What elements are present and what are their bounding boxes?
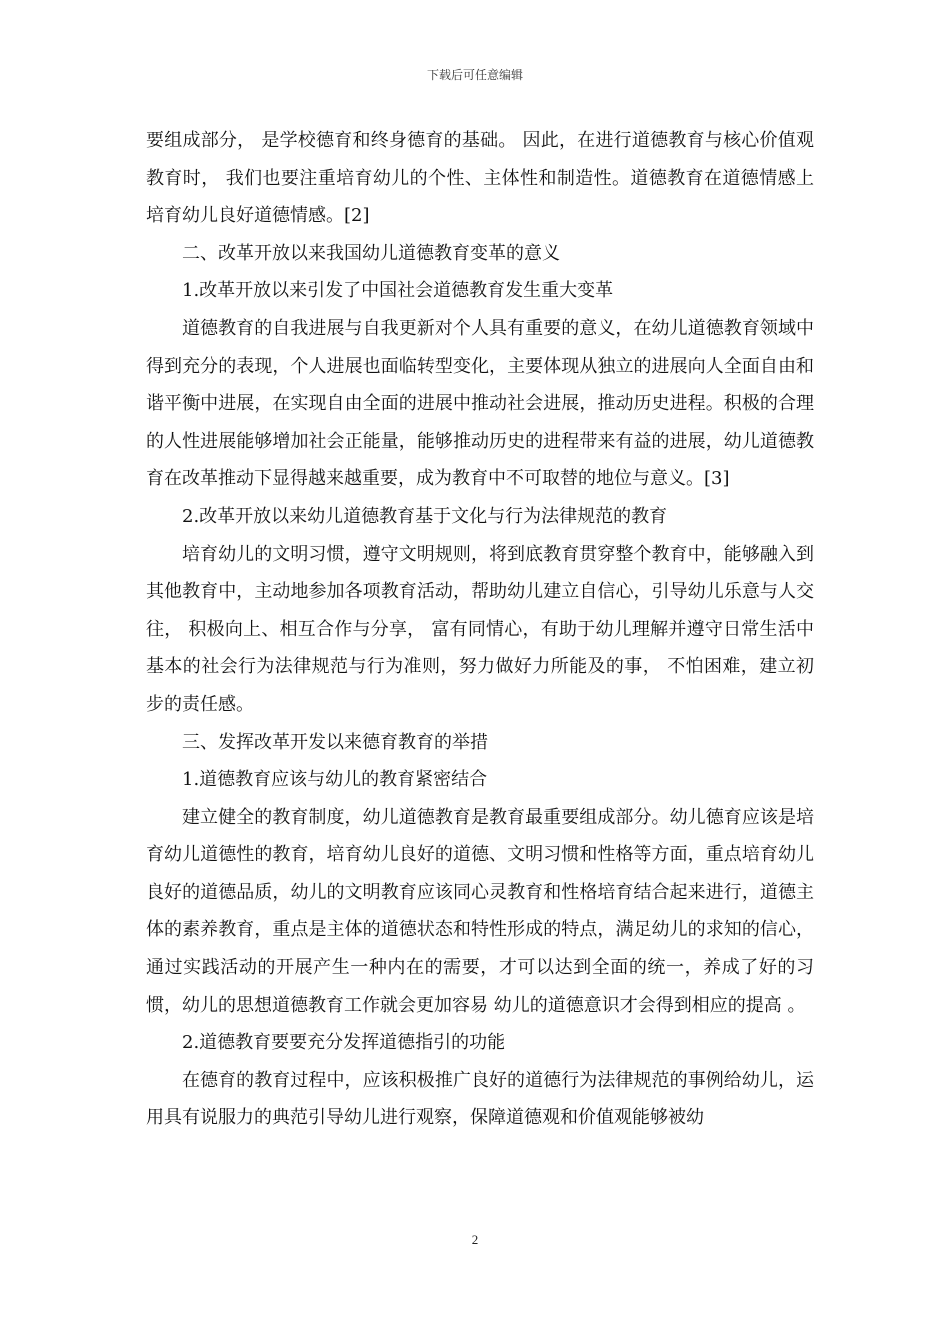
- section-heading: 二、改革开放以来我国幼儿道德教育变革的意义: [182, 242, 560, 264]
- paragraph: 要组成部分， 是学校德育和终身德育的基础。 因此，在进行道德教育与核心价值观教育时， 我们也要注重培育幼儿的个性、主体性和制造性。道德教育在道德情感上培育幼儿良好道德情感。[2]: [146, 130, 814, 227]
- section-heading: 三、发挥改革开发以来德育教育的举措: [182, 731, 488, 753]
- paragraph: 培育幼儿的文明习惯，遵守文明规则，将到底教育贯穿整个教育中，能够融入到其他教育中，主动地参加各项教育活动，帮助幼儿建立自信心，引导幼儿乐意与人交往， 积极向上、相互合作与分享， 富有同情心，有助于幼儿理解并遵守日常生活中基本的社会行为法律规范与行为准则，努力做好力所能及的事， 不怕困难，建立初步的责任感。: [146, 543, 814, 715]
- subsection-heading: 2.改革开放以来幼儿道德教育基于文化与行为法律规范的教育: [182, 505, 668, 527]
- paragraph: 道德教育的自我进展与自我更新对个人具有重要的意义，在幼儿道德教育领域中得到充分的表现，个人进展也面临转型变化，主要体现从独立的进展向人全面自由和谐平衡中进展，在实现自由全面的进展中推动社会进展，推动历史进程。积极的合理的人性进展能够增加社会正能量，能够推动历史的进程带来有益的进展，幼儿道德教育在改革推动下显得越来越重要，成为教育中不可取替的地位与意义。[3]: [146, 317, 814, 490]
- subsection-heading: 2.道德教育要要充分发挥道德指引的功能: [182, 1032, 506, 1054]
- paragraph: 建立健全的教育制度，幼儿道德教育是教育最重要组成部分。幼儿德育应该是培育幼儿道德性的教育，培育幼儿良好的道德、文明习惯和性格等方面，重点培育幼儿良好的道德品质，幼儿的文明教育应该同心灵教育和性格培育结合起来进行，道德主体的素养教育，重点是主体的道德状态和特性形成的特点，满足幼儿的求知的信心，通过实践活动的开展产生一种内在的需要，才可以达到全面的统一，养成了好的习惯，幼儿的思想道德教育工作就会更加容易 幼儿的道德意识才会得到相应的提高 。: [146, 806, 814, 1016]
- document-body: [146, 122, 814, 1137]
- subsection-heading: 1.改革开放以来引发了中国社会道德教育发生重大变革: [182, 280, 614, 302]
- page-header: 下载后可任意编辑: [426, 68, 523, 82]
- paragraph: 在德育的教育过程中，应该积极推广良好的道德行为法律规范的事例给幼儿，运用具有说服力的典范引导幼儿进行观察，保障道德观和价值观能够被幼: [146, 1069, 814, 1129]
- page-number: 2: [471, 1232, 479, 1247]
- subsection-heading: 1.道德教育应该与幼儿的教育紧密结合: [182, 769, 488, 791]
